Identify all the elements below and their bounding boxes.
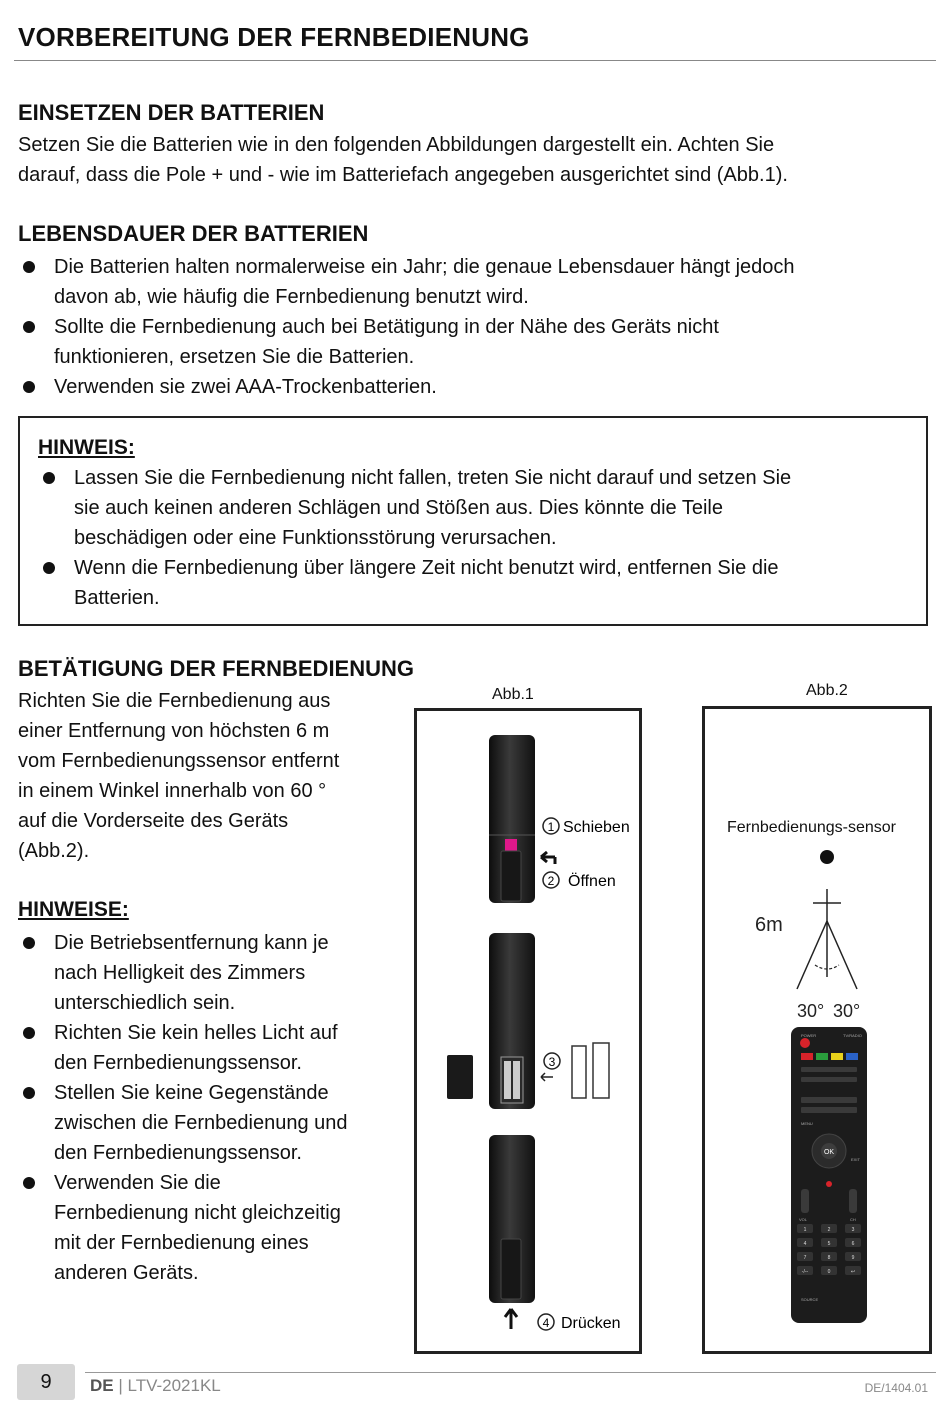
push-tab-icon xyxy=(505,839,517,851)
bullet-icon xyxy=(23,1087,35,1099)
insert-line-2: darauf, dass die Pole + und - wie im Batteriefach angegeben ausgerichtet sind (Abb.1). xyxy=(18,164,788,186)
bullet-icon xyxy=(23,1027,35,1039)
battery-cover xyxy=(501,851,521,901)
figure-1 xyxy=(414,708,642,1354)
vol-label: VOL xyxy=(799,1217,808,1222)
figure-2 xyxy=(702,706,932,1354)
slide-arrow-icon xyxy=(541,852,555,864)
note-heading: HINWEIS: xyxy=(38,436,135,459)
blue-button xyxy=(846,1053,858,1060)
insert-line-1: Setzen Sie die Batterien wie in den folgenden Abbildungen dargestellt ein. Achten Sie xyxy=(18,134,775,156)
step-1-number: 1 xyxy=(547,820,555,834)
exit-label: EXIT xyxy=(851,1157,860,1162)
digit-label: 5 xyxy=(827,1241,831,1247)
list-item: Verwenden Sie die Fernbedienung nicht gleichzeitig mit der Fernbedienung eines anderen Geräts. xyxy=(18,1168,398,1288)
footer-model xyxy=(90,1376,221,1396)
button-row xyxy=(801,1097,857,1103)
digit-label: 2 xyxy=(827,1227,831,1233)
insert-arrow-icon xyxy=(541,1073,553,1081)
bullet-icon xyxy=(43,472,55,484)
battery-outline-icon xyxy=(593,1043,609,1098)
menu-label: MENU xyxy=(801,1121,813,1126)
step-4-text: Drücken xyxy=(561,1315,621,1332)
footer-model-name: LTV-2021KL xyxy=(127,1376,221,1395)
insert-paragraph xyxy=(18,130,788,190)
figure-2-label: Abb.2 xyxy=(806,682,848,699)
mute-button-icon xyxy=(826,1181,832,1187)
battery-cover xyxy=(501,1239,521,1299)
figure-1-label: Abb.1 xyxy=(492,686,534,703)
notes-list xyxy=(18,928,398,1288)
list-item: Die Betriebsentfernung kann je nach Helligkeit des Zimmers unterschiedlich sein. xyxy=(18,928,398,1018)
battery-life-list xyxy=(18,252,918,402)
battery-icon xyxy=(513,1061,520,1099)
bullet-icon xyxy=(23,321,35,333)
digit-label: 8 xyxy=(827,1255,831,1261)
battery-outline-icon xyxy=(572,1046,586,1098)
step-3-number: 3 xyxy=(548,1055,556,1069)
angle-left-label: 30° xyxy=(797,1001,825,1021)
heading-operation: BETÄTIGUNG DER FERNBEDIENUNG xyxy=(18,656,415,681)
page-title: VORBEREITUNG DER FERNBEDIENUNG xyxy=(18,22,530,52)
distance-label: 6m xyxy=(755,914,783,936)
figure-2-illustration xyxy=(705,709,929,1351)
step-4-number: 4 xyxy=(542,1316,550,1330)
angle-line-right xyxy=(827,921,857,989)
ch-label: CH xyxy=(850,1217,856,1222)
step-2-number: 2 xyxy=(547,874,555,888)
list-item: Die Batterien halten normalerweise ein Jahr; die genaue Lebensdauer hängt jedoch davon ab, wie häufig die Fernbedienung benutzt wird. xyxy=(18,252,918,312)
title-divider xyxy=(14,60,936,61)
remote-front xyxy=(791,1027,867,1323)
ok-label: OK xyxy=(823,1149,835,1156)
footer-divider xyxy=(85,1372,936,1373)
digit-label: 4 xyxy=(803,1241,807,1247)
source-label: SOURCE xyxy=(801,1297,819,1302)
push-arrow-icon xyxy=(505,1309,517,1329)
digit-label: 3 xyxy=(851,1227,855,1233)
footer-doc-code: DE/1404.01 xyxy=(864,1381,928,1395)
digit-label: 1 xyxy=(803,1227,807,1233)
step-1-text: Schieben xyxy=(563,819,630,836)
remote-back-closed xyxy=(489,1135,535,1303)
channel-rocker xyxy=(849,1189,857,1213)
button-row xyxy=(801,1067,857,1072)
angle-line-left xyxy=(797,921,827,989)
heading-battery-life: LEBENSDAUER DER BATTERIEN xyxy=(18,221,369,246)
bullet-icon xyxy=(43,562,55,574)
digit-label: 0 xyxy=(827,1269,831,1275)
list-item: Sollte die Fernbedienung auch bei Betätigung in der Nähe des Geräts nicht funktionieren, ersetzen Sie die Batterien. xyxy=(18,312,918,372)
figure-1-illustration xyxy=(417,711,639,1351)
volume-rocker xyxy=(801,1189,809,1213)
digit-label: 7 xyxy=(803,1255,807,1261)
digit-label: ↩ xyxy=(850,1269,856,1275)
page-number: 9 xyxy=(17,1364,75,1400)
notes-heading: HINWEISE: xyxy=(18,898,129,921)
bullet-icon xyxy=(23,937,35,949)
removed-cover xyxy=(447,1055,473,1099)
footer-lang: DE xyxy=(90,1376,114,1395)
operation-paragraph: Richten Sie die Fernbedienung aus einer Entfernung von höchsten 6 m vom Fernbedienungssensor entfernt in einem Winkel innerhalb von 60 ° auf die Vorderseite des Geräts (Abb.2). xyxy=(18,690,340,862)
green-button xyxy=(816,1053,828,1060)
battery-icon xyxy=(504,1061,511,1099)
remote-back-cover-closed xyxy=(489,735,535,903)
note-list xyxy=(38,463,908,613)
step-2-text: Öffnen xyxy=(568,873,616,890)
sensor-label: Fernbedienungs-sensor xyxy=(727,819,896,836)
footer-separator: | xyxy=(113,1376,128,1395)
list-item: Lassen Sie die Fernbedienung nicht fallen, treten Sie nicht darauf und setzen Sie sie auch keinen anderen Schlägen und Stößen aus. Dies könnte die Teile beschädigen oder eine Funktionsstörung verursachen. xyxy=(38,463,908,553)
bullet-icon xyxy=(23,1177,35,1189)
note-box xyxy=(18,416,928,626)
power-label: POWER xyxy=(801,1033,817,1038)
bullet-icon xyxy=(23,261,35,273)
bullet-icon xyxy=(23,381,35,393)
button-row xyxy=(801,1107,857,1113)
yellow-button xyxy=(831,1053,843,1060)
list-item: Stellen Sie keine Gegenstände zwischen die Fernbedienung und den Fernbedienungssensor. xyxy=(18,1078,398,1168)
digit-label: 9 xyxy=(851,1255,855,1261)
digit-label: -/-- xyxy=(801,1269,809,1275)
list-item: Richten Sie kein helles Licht auf den Fernbedienungssensor. xyxy=(18,1018,398,1078)
list-item: Wenn die Fernbedienung über längere Zeit nicht benutzt wird, entfernen Sie die Batterien. xyxy=(38,553,908,613)
red-button xyxy=(801,1053,813,1060)
list-item: Verwenden sie zwei AAA-Trockenbatterien. xyxy=(18,372,918,402)
heading-insert-batteries: EINSETZEN DER BATTERIEN xyxy=(18,100,325,125)
power-button-icon xyxy=(800,1038,810,1048)
digit-label: 6 xyxy=(851,1241,855,1247)
angle-right-label: 30° xyxy=(833,1001,861,1021)
remote-back-open xyxy=(489,933,535,1109)
button-row xyxy=(801,1077,857,1082)
tv-radio-label: TV/RADIO xyxy=(843,1033,862,1038)
sensor-dot-icon xyxy=(820,850,834,864)
